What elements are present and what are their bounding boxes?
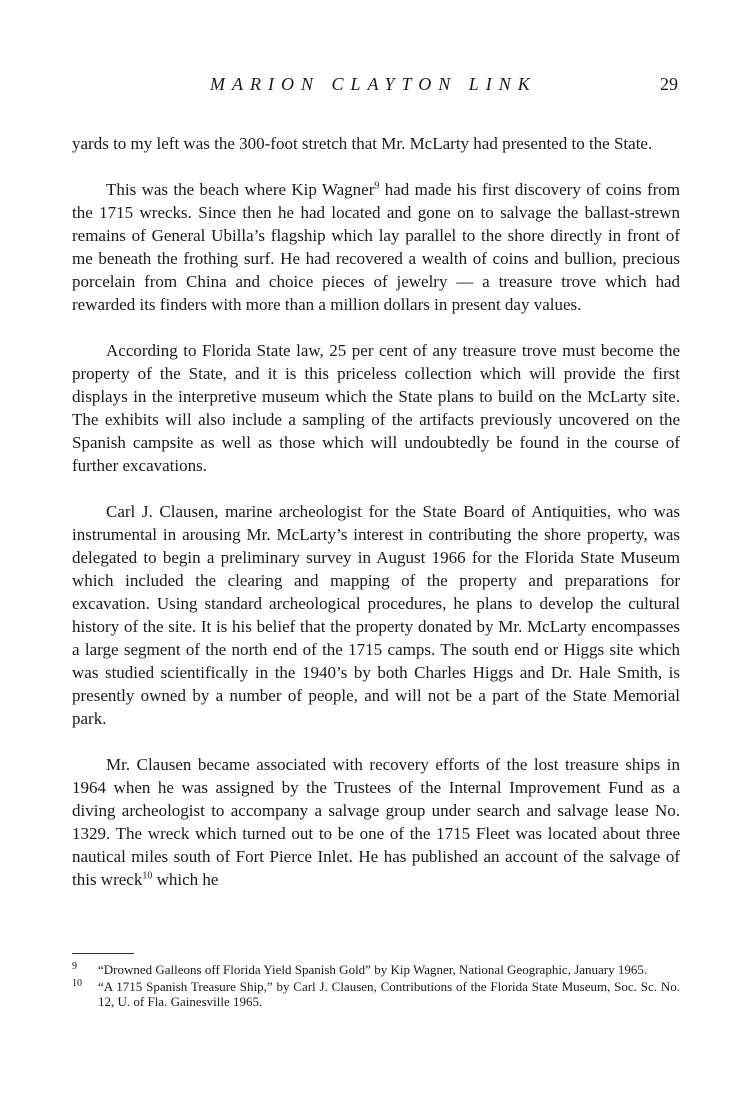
- footnotes: [72, 962, 680, 1011]
- paragraph-text: According to Florida State law, 25 per cent of any treasure trove must become the property of the State, and it is this priceless collection which will provide the first displays in the interpretive museum which the State plans to build on the McLarty site. The exhibits will also include a sampling of the artifacts previously uncovered on the Spanish campsite as well as those which will undoubtedly be found in the course of further excavations.: [72, 341, 680, 475]
- paragraph-text: which he: [152, 870, 219, 889]
- footnote: [72, 962, 680, 977]
- paragraph: [72, 339, 680, 477]
- footnote-reference: 10: [142, 870, 153, 882]
- body-text: [72, 132, 680, 914]
- paragraph: [72, 178, 680, 316]
- footnote-number: 10: [72, 978, 82, 989]
- page-number: 29: [660, 74, 678, 94]
- running-title: MARION CLAYTON LINK: [210, 74, 537, 94]
- footnote-number: 9: [72, 961, 77, 972]
- paragraph: [72, 132, 680, 155]
- footnote-text: “A 1715 Spanish Treasure Ship,” by Carl J. Clausen, Contributions of the Florida State Museum, Soc. Sc. No. 12, U. of Fla. Gainesville 1965.: [98, 979, 680, 1009]
- footnote-divider: [72, 953, 134, 954]
- paragraph-text: Carl J. Clausen, marine archeologist for the State Board of Antiquities, who was instrumental in arousing Mr. McLarty’s interest in contributing the shore property, was delegated to begin a preliminary survey in August 1966 for the Florida State Museum which included the clearing and mapping of the property and preparations for excavation. Using standard archeological procedures, he plans to develop the cultural history of the site. It is his belief that the property donated by Mr. McLarty encompasses a large segment of the north end of the 1715 camps. The south end or Higgs site which was studied scientifically in the 1940’s by both Charles Higgs and Dr. Hale Smith, is presently owned by a number of people, and will not be a part of the State Memorial park.: [72, 502, 680, 728]
- paragraph-text: Mr. Clausen became associated with recovery efforts of the lost treasure ships in 1964 when he was assigned by the Trustees of the Internal Improvement Fund as a diving archeologist to accompany a salvage group under search and salvage lease No. 1329. The wreck which turned out to be one of the 1715 Fleet was located about three nautical miles south of Fort Pierce Inlet. He has published an account of the salvage of this wreck: [72, 755, 680, 889]
- paragraph-text: yards to my left was the 300-foot stretch that Mr. McLarty had presented to the State.: [72, 134, 653, 153]
- running-head: [0, 74, 750, 100]
- paragraph-text: This was the beach where Kip Wagner: [106, 180, 375, 199]
- paragraph: [72, 500, 680, 730]
- paragraph: [72, 753, 680, 891]
- paragraph-text: had made his first discovery of coins from the 1715 wrecks. Since then he had located and gone on to salvage the ballast-strewn remains of General Ubilla’s flagship which lay parallel to the shore directly in front of me beneath the frothing surf. He had recovered a wealth of coins and bullion, precious porcelain from China and choice pieces of jewelry — a treasure trove which had rewarded its finders with more than a million dollars in present day values.: [72, 180, 680, 314]
- footnote-reference: 9: [374, 180, 380, 192]
- footnote-text: “Drowned Galleons off Florida Yield Spanish Gold” by Kip Wagner, National Geographic, January 1965.: [98, 962, 648, 977]
- footnote: [72, 979, 680, 1009]
